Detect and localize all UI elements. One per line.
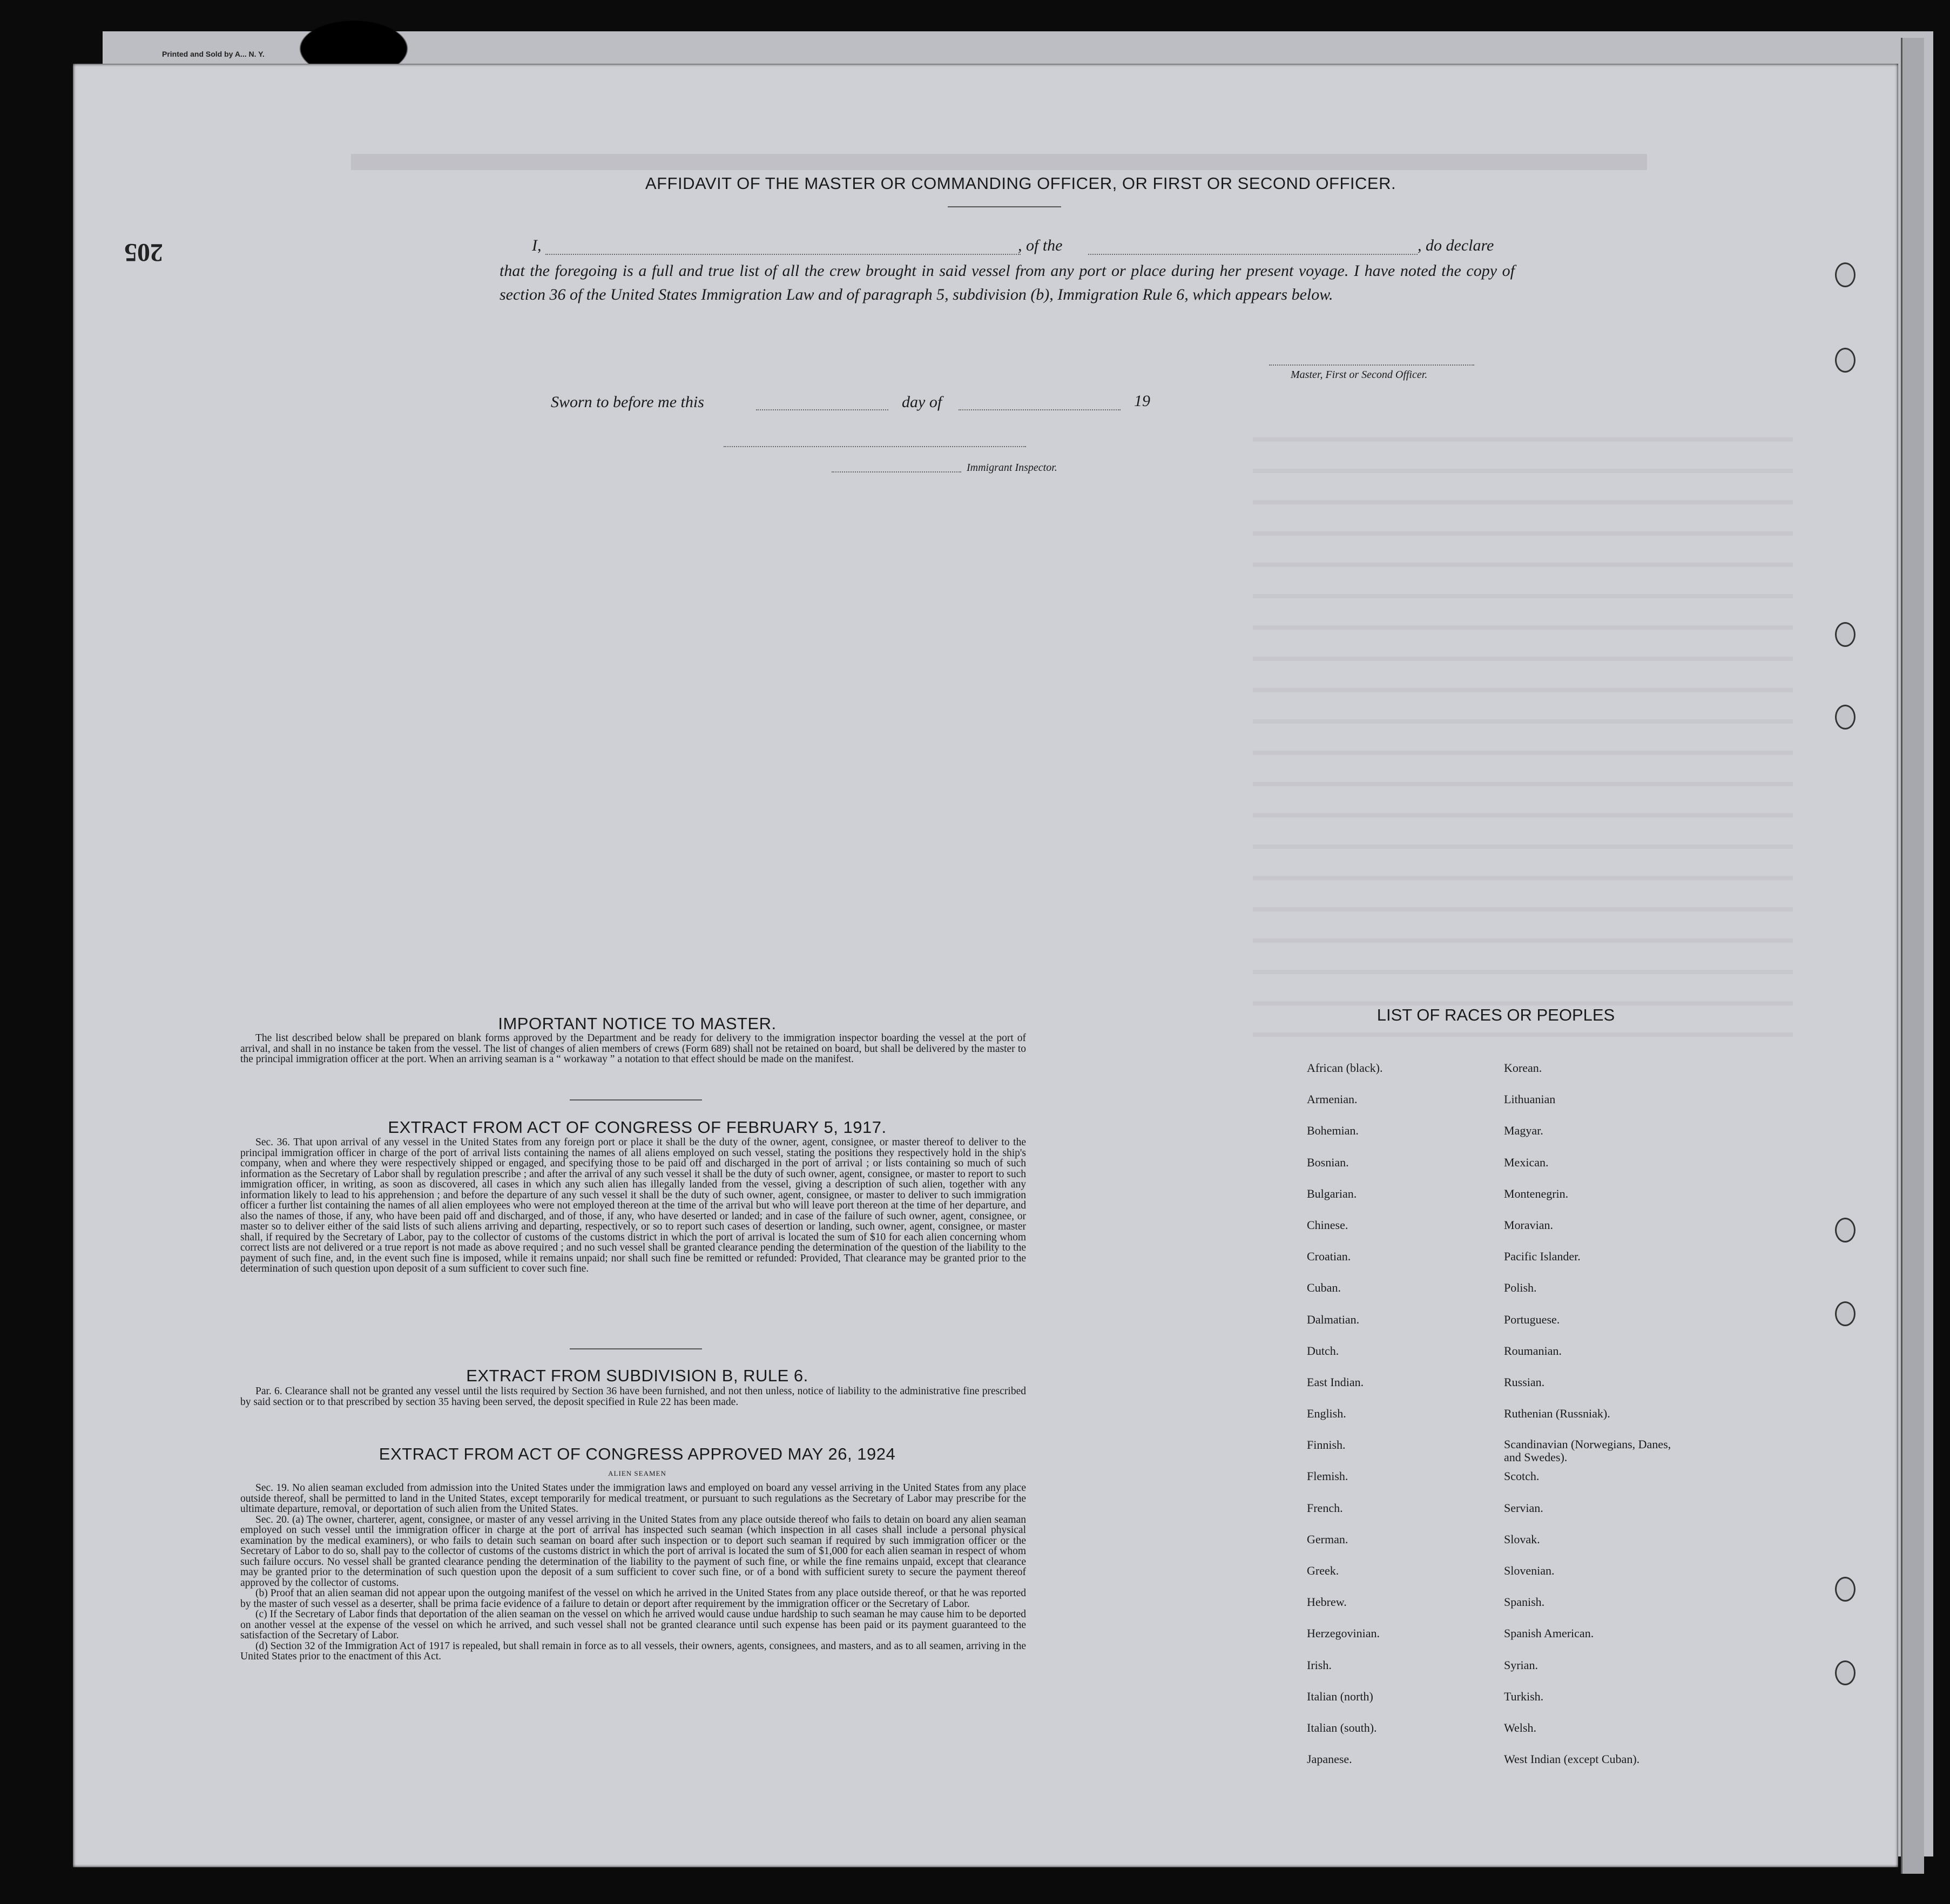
extract-1924-sec19: Sec. 19. No alien seaman excluded from admission into the United States under the immigration laws and employed on board any vessel arriving in the United States from any place outside thereof, shall be permitted to land in the United States, except temporarily for medical treatment, or pursuant to such regulations as the Secretary of Labor may prescribe for the ultimate departure, removal, or deportation of such alien from the United States. — [240, 1482, 1026, 1515]
divider-1 — [570, 1099, 702, 1100]
extract-1924-text — [240, 1483, 1026, 1662]
race-item: Cuban. — [1307, 1281, 1341, 1295]
race-item: Hebrew. — [1307, 1595, 1347, 1609]
races-right-column — [1504, 1061, 1682, 1784]
extract-1924-sec20a: Sec. 20. (a) The owner, charterer, agent, consignee, or master of any vessel arriving in the United States from any place outside thereof who fails to detain on board any alien seaman employed on such vessel until the immigration officer in charge at the port of arrival has inspected such seaman (which inspection in all cases shall include a personal physical examination by the medical examiners), or who fails to detain such seaman on board after such inspection or to deport such seaman if required by such immigration officer or the Secretary of Labor to do so, shall pay to the collector of customs of the customs district in which the port of arrival is located the sum of $1,000 for each alien seaman in respect of whom such failure occurs. No vessel shall be granted clearance pending the determination of the liability to the payment of such fine, or while the fine remains unpaid, except that clearance may be granted prior to the determination of such question upon the deposit of a sum sufficient to cover such fine, or of a bond with sufficient surety to secure the payment thereof approved by the collector of customs. — [240, 1514, 1026, 1589]
race-item: Croatian. — [1307, 1250, 1351, 1264]
race-item: Russian. — [1504, 1375, 1545, 1389]
bleed-through-column — [1253, 410, 1793, 1058]
race-item: Bosnian. — [1307, 1155, 1349, 1169]
race-item: Chinese. — [1307, 1218, 1348, 1232]
race-item: Greek. — [1307, 1564, 1339, 1577]
race-item: African (black). — [1307, 1061, 1383, 1075]
binder-hole — [1835, 348, 1855, 373]
extract-1917-title: EXTRACT FROM ACT OF CONGRESS OF FEBRUARY 5, 1917. — [388, 1118, 887, 1137]
binder-hole — [1835, 1577, 1855, 1602]
notice-title: IMPORTANT NOTICE TO MASTER. — [498, 1014, 777, 1033]
binder-hole — [1835, 622, 1855, 647]
race-item: Dutch. — [1307, 1343, 1339, 1358]
race-item: French. — [1307, 1501, 1343, 1515]
bleed-through-header — [351, 154, 1647, 170]
affidavit-of-the: , of the — [1018, 237, 1063, 254]
race-item: Polish. — [1504, 1281, 1537, 1295]
race-item: Italian (south). — [1307, 1720, 1377, 1734]
extract-1924-sec20c: (c) If the Secretary of Labor finds that deportation of the alien seaman on the vessel on which he arrived would cause undue hardship to such seaman he may cause him to be deported on another vessel at the expense of the vessel on which he arrived, and such vessel shall not be granted clearance until such expense has been paid or its payment guaranteed to the satisfaction of the Secretary of Labor. — [240, 1609, 1026, 1641]
races-title: LIST OF RACES OR PEOPLES — [1377, 1005, 1615, 1024]
year-label: 19 — [1134, 392, 1150, 410]
inspector-label: Immigrant Inspector. — [967, 462, 1057, 474]
race-item: English. — [1307, 1407, 1346, 1421]
extract-1924-title: EXTRACT FROM ACT OF CONGRESS APPROVED MAY 26, 1924 — [379, 1444, 896, 1463]
extract-rule6-text: Par. 6. Clearance shall not be granted any vessel until the lists required by Section 36 have been furnished, and not then unless, notice of liability to the administrative fine prescribed by said section or to that prescribed by section 35 having been served, the deposit specified in Rule 22 has been made. — [240, 1386, 1026, 1408]
race-item: Korean. — [1504, 1061, 1542, 1075]
race-item: Lithuanian — [1504, 1092, 1556, 1106]
race-item: Syrian. — [1504, 1658, 1538, 1672]
affidavit-title: AFFIDAVIT OF THE MASTER OR COMMANDING OFFICER, OR FIRST OR SECOND OFFICER. — [645, 174, 1396, 193]
race-item: Dalmatian. — [1307, 1312, 1360, 1326]
race-item: Portuguese. — [1504, 1312, 1560, 1326]
printer-line: Printed and Sold by A... N. Y. — [162, 50, 265, 58]
race-item: Magyar. — [1504, 1124, 1543, 1138]
race-item: Bulgarian. — [1307, 1186, 1357, 1200]
master-label: Master, First or Second Officer. — [1291, 369, 1428, 381]
race-item: Turkish. — [1504, 1689, 1544, 1703]
races-left-column — [1307, 1061, 1382, 1784]
master-signature-line[interactable] — [1269, 364, 1474, 366]
divider-2 — [570, 1348, 702, 1349]
race-item: Herzegovinian. — [1307, 1626, 1380, 1640]
race-item: Scandinavian (Norwegians, Danes, and Swedes). — [1504, 1437, 1671, 1464]
race-item: Montenegrin. — [1504, 1186, 1569, 1200]
binder-hole — [1835, 1301, 1855, 1326]
title-rule — [948, 206, 1061, 207]
affidavit-i: I, — [532, 237, 542, 254]
inspector-line-1[interactable] — [724, 446, 1026, 447]
binder-hole — [1835, 1218, 1855, 1243]
affidavit-declaration: that the foregoing is a full and true list of all the crew brought in said vessel from any port or place during her present voyage. I have noted the copy of section 36 of the United States Immigration Law and of paragraph 5, subdivision (b), Immigration Rule 6, which appears below. — [500, 262, 1515, 303]
vessel-line[interactable] — [1088, 254, 1418, 255]
race-item: Irish. — [1307, 1658, 1332, 1672]
extract-1924-sec20b: (b) Proof that an alien seaman did not appear upon the outgoing manifest of the vessel on which he arrived in the United States from any place outside thereof, or that he was reported by the master of such vessel as a deserter, shall be prima facie evidence of a failure to detain or deport after requirement by the immigration officer or the Secretary of Labor. — [240, 1588, 1026, 1610]
race-item: Armenian. — [1307, 1092, 1358, 1106]
race-item: German. — [1307, 1532, 1348, 1546]
race-item: Moravian. — [1504, 1218, 1554, 1232]
race-item: Finnish. — [1307, 1438, 1346, 1452]
race-item: Welsh. — [1504, 1720, 1536, 1734]
day-of-label: day of — [902, 393, 942, 411]
notice-text: The list described below shall be prepared on blank forms approved by the Department and be ready for delivery to the immigration inspector boarding the vessel at the port of arrival, and shall in no instance be taken from the vessel. The list of changes of alien members of crews (Form 689) shall not be retained on board, but shall be delivered by the master to the principal immigration officer at the port. When an arriving seaman is a “ workaway ” a notation to that effect should be made on the manifest. — [240, 1032, 1026, 1065]
extract-1924-subtitle: ALIEN SEAMEN — [608, 1469, 666, 1477]
race-item: Spanish. — [1504, 1595, 1545, 1609]
race-item: East Indian. — [1307, 1375, 1364, 1389]
extract-rule6-title: EXTRACT FROM SUBDIVISION B, RULE 6. — [466, 1366, 808, 1385]
sworn-day-line[interactable] — [756, 409, 888, 410]
name-line[interactable] — [545, 254, 1021, 255]
affidavit-declare: , do declare — [1418, 237, 1494, 254]
extract-1924-sec20d: (d) Section 32 of the Immigration Act of 1917 is repealed, but shall remain in force as to all vessels, their owners, agents, consignees, and masters, and as to all seamen, arriving in the United States prior to the enactment of this Act. — [240, 1640, 1026, 1662]
race-item: Spanish American. — [1504, 1626, 1594, 1640]
race-item: Mexican. — [1504, 1155, 1549, 1169]
binder-hole — [1835, 705, 1855, 730]
race-item: Italian (north) — [1307, 1689, 1373, 1703]
sworn-month-line[interactable] — [959, 409, 1121, 410]
race-item: Bohemian. — [1307, 1124, 1359, 1138]
race-item: West Indian (except Cuban). — [1504, 1752, 1640, 1766]
race-item: Servian. — [1504, 1501, 1543, 1515]
binder-hole — [1835, 1660, 1855, 1685]
extract-1917-text: Sec. 36. That upon arrival of any vessel in the United States from any foreign port or place it shall be the duty of the owner, agent, consignee, or master thereof to deliver to the principal immigration officer in charge of the port of arrival lists containing the names of all aliens employed on such vessel, stating the positions they respectively hold in the ship's company, when and where they were respectively shipped or engaged, and specifying those to be paid off and discharged in the port of arrival ; or lists containing so much of such information as the Secretary of Labor shall by regulation prescribe ; and after the arrival of any such vessel it shall be the duty of such owner, agent, consignee, or master to report to such immigration officer, in writing, as soon as discovered, all cases in which any such alien has illegally landed from the vessel, giving a description of such alien, together with any information likely to lead to his apprehension ; and before the departure of any such vessel it shall be the duty of such owner, agent, consignee, or master to deliver to such immigration officer a further list containing the names of all alien employees who were not employed thereon at the time of the arrival but who will leave port thereon at the time of her departure, and also the names of those, if any, who have been paid off and discharged, and of those, if any, who have deserted or landed; and in case of the failure of such owner, agent, consignee, or master so to deliver either of the said lists of such aliens arriving and departing, respectively, or so to report such cases of desertion or landing, such owner, agent, consignee, or master shall, if required by the Secretary of Labor, pay to the collector of customs of the customs district in which the port of arrival is located the sum of $10 for each alien concerning whom correct lists are not delivered or a true report is not made as above required ; and no such vessel shall be granted clearance pending the determination of the question of the liability to the payment of such fine, and, in the event such fine is imposed, while it remains unpaid; nor shall such fine be remitted or refunded: Provided, That clearance may be granted prior to the determination of such question upon deposit of a sum sufficient to cover such fine. — [240, 1137, 1026, 1274]
inspector-line-2[interactable] — [832, 471, 961, 472]
race-item: Slovenian. — [1504, 1564, 1555, 1577]
page-number: 205 — [124, 238, 163, 267]
race-item: Flemish. — [1307, 1469, 1348, 1483]
binding-edge — [1901, 38, 1924, 1874]
race-item: Slovak. — [1504, 1532, 1540, 1546]
race-item: Ruthenian (Russniak). — [1504, 1407, 1610, 1421]
race-item: Pacific Islander. — [1504, 1250, 1581, 1264]
sworn-label: Sworn to before me this — [551, 393, 704, 411]
race-item: Japanese. — [1307, 1752, 1352, 1766]
race-item: Scotch. — [1504, 1469, 1540, 1483]
binder-hole — [1835, 262, 1855, 287]
race-item: Roumanian. — [1504, 1343, 1562, 1358]
